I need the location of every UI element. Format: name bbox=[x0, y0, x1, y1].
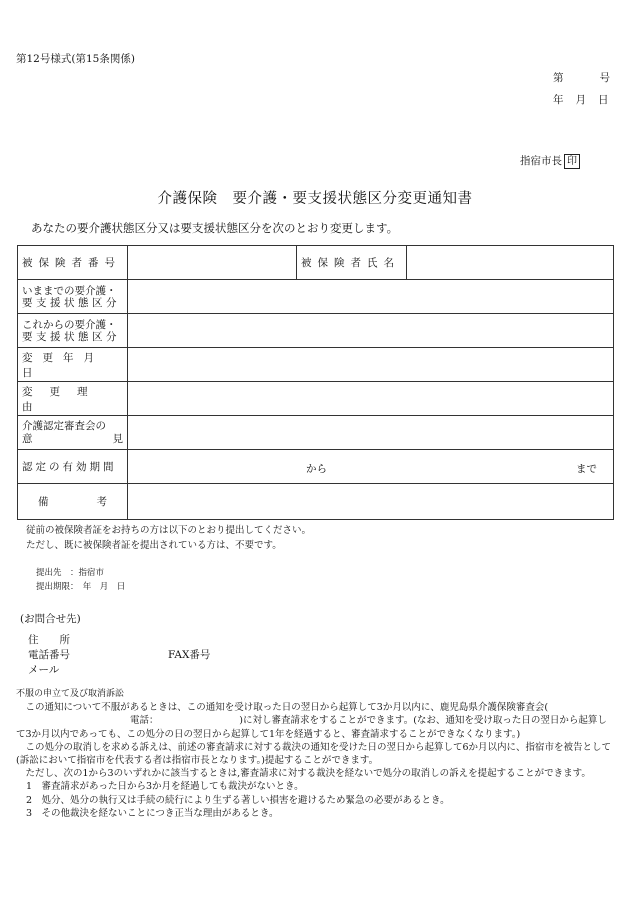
appeal-paragraph-1b: 電話： )に対し審査請求をすることができます。(なお、通知を受け取った日の翌日から起算して3か月以内であっても、この処分の日の翌日から起算して1年を経過すると、審査請求することができなくなります。) bbox=[16, 715, 607, 740]
next-status-line2: 要支援状態区分 bbox=[22, 330, 120, 343]
prev-status-line1: いままでの要介護・ bbox=[22, 284, 117, 297]
appeal-section bbox=[16, 688, 614, 820]
table-row bbox=[18, 382, 614, 416]
valid-to: まで bbox=[576, 463, 597, 475]
issuer-name: 指宿市長 bbox=[520, 155, 562, 167]
insured-number-label: 被保険者番号 bbox=[18, 246, 128, 280]
contact-mail: メール bbox=[28, 664, 60, 676]
reason-label: 変更理由 bbox=[18, 382, 128, 416]
remarks-label: 備 考 bbox=[18, 484, 128, 520]
reason-value bbox=[128, 382, 614, 416]
change-date-value bbox=[128, 348, 614, 382]
appeal-item-2: 2 処分、処分の執行又は手続の続行により生ずる著しい損害を避けるため緊急の必要があるとき。 bbox=[26, 794, 450, 806]
document-number bbox=[553, 70, 610, 85]
valid-from: から bbox=[306, 463, 327, 475]
table-row bbox=[18, 280, 614, 314]
valid-period-value bbox=[128, 450, 614, 484]
opinion-label bbox=[18, 416, 128, 450]
issuer bbox=[520, 153, 580, 169]
seal-mark: 印 bbox=[564, 154, 580, 169]
valid-period-label: 認定の有効期間 bbox=[18, 450, 128, 484]
appeal-paragraph-3: ただし、次の1から3のいずれかに該当するときは,審査請求に対する裁決を経ないで処分の取消しの訴えを提起することができます。 bbox=[16, 768, 591, 780]
intro-text: あなたの要介護状態区分又は要支援状態区分を次のとおり変更します。 bbox=[31, 221, 399, 235]
appeal-heading: 不服の申立て及び取消訴訟 bbox=[16, 689, 125, 699]
opinion-value bbox=[128, 416, 614, 450]
contact-address: 住 所 bbox=[28, 634, 70, 646]
appeal-paragraph-2: この処分の取消しを求める訴えは、前述の審査請求に対する裁決の通知を受けた日の翌日から起算して6か月以内に、指宿市を被告として(訴訟において指宿市を代表する者は指宿市長となります。)提起することができます。 bbox=[16, 741, 612, 767]
opinion-line2: 意 見 bbox=[22, 432, 123, 445]
notes-line1: 従前の被保険者証をお持ちの方は以下のとおり提出してください。 bbox=[26, 525, 312, 536]
issue-date bbox=[553, 92, 609, 107]
table-row bbox=[18, 450, 614, 484]
form-number: 第12号様式(第15条関係) bbox=[16, 53, 135, 65]
appeal-item-3: 3 その他裁決を経ないことにつき正当な理由があるとき。 bbox=[26, 807, 279, 819]
table-row bbox=[18, 246, 614, 280]
contact-heading: (お問合せ先) bbox=[20, 613, 81, 625]
submit-deadline: 提出期限： 年 月 日 bbox=[36, 582, 126, 592]
date-month: 月 bbox=[575, 94, 586, 106]
appeal-paragraph-1a: この通知について不服があるときは、この通知を受け取った日の翌日から起算して3か月以内に、鹿児島県介護保険審査会( bbox=[16, 702, 549, 714]
prev-status-value bbox=[128, 280, 614, 314]
table-row bbox=[18, 348, 614, 382]
prev-status-label bbox=[18, 280, 128, 314]
doc-no-prefix: 第 bbox=[553, 72, 564, 84]
table-row bbox=[18, 484, 614, 520]
insured-name-label: 被保険者氏名 bbox=[297, 246, 407, 280]
contact-fax: FAX番号 bbox=[168, 649, 211, 661]
appeal-item-1: 1 審査請求があった日から3か月を経過しても裁決がないとき。 bbox=[26, 781, 304, 793]
date-day: 日 bbox=[598, 94, 609, 106]
next-status-line1: これからの要介護・ bbox=[22, 318, 117, 331]
document-title: 介護保険 要介護・要支援状態区分変更通知書 bbox=[157, 191, 473, 207]
notice-table bbox=[17, 245, 614, 520]
remarks-value bbox=[128, 484, 614, 520]
insured-number-value bbox=[128, 246, 297, 280]
prev-status-line2: 要支援状態区分 bbox=[22, 296, 120, 309]
notes-line2: ただし、既に被保険者証を提出されている方は、不要です。 bbox=[26, 540, 282, 551]
table-row bbox=[18, 314, 614, 348]
change-date-label: 変更年月日 bbox=[18, 348, 128, 382]
next-status-label bbox=[18, 314, 128, 348]
contact-phone: 電話番号 bbox=[28, 649, 70, 661]
date-year: 年 bbox=[553, 94, 564, 106]
submit-to: 提出先 ：指宿市 bbox=[36, 568, 105, 578]
doc-no-suffix: 号 bbox=[599, 72, 610, 84]
insured-name-value bbox=[407, 246, 614, 280]
table-row bbox=[18, 416, 614, 450]
next-status-value bbox=[128, 314, 614, 348]
opinion-line1: 介護認定審査会の bbox=[22, 419, 106, 432]
